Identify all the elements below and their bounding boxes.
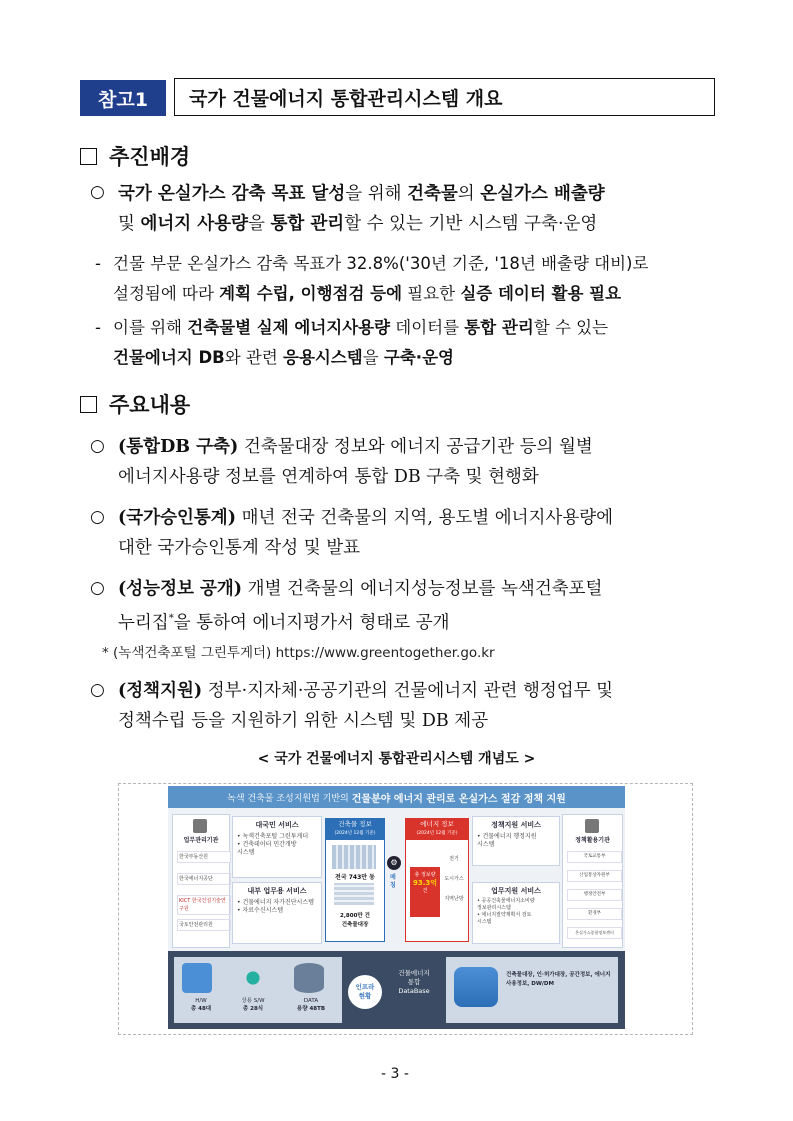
policy-service-title: 정책지원 서비스: [491, 821, 541, 829]
org-molit: 국토교통부: [567, 851, 622, 863]
checkbox-square-icon: [80, 396, 97, 413]
background-dash-2: 이를 위해 건축물별 실제 에너지사용량 데이터를 통합 관리할 수 있는 건물에너지 DB와 관련 응용시스템을 구축·운영: [113, 318, 609, 367]
energy-type-district: 지역난방: [444, 896, 464, 902]
org-me: 환경부: [567, 908, 622, 920]
cloud-database-icon: [454, 967, 498, 1007]
integrated-db-description: 건축물대장, 인·허가대장, 공간정보, 에너지 사용정보, DW/DM: [506, 972, 611, 987]
page-number: - 3 -: [381, 1066, 409, 1082]
infrastructure-band: [168, 951, 625, 1029]
org-kea: 한국에너지공단: [177, 873, 231, 885]
infra-sw: 상용 S/W 총 28식: [241, 998, 265, 1012]
business-service-box: 업무지원 서비스 • 공공건축물에너지소비량 정보관리시스템 • 에너지절약계획서 검토 시스템: [472, 882, 560, 944]
checkbox-square-icon: [80, 148, 97, 165]
diagram-banner: 녹색 건축물 조성지원법 기반의 건물분야 에너지 관리로 온실가스 절감 정책 지원: [168, 786, 625, 808]
left-org-title: 업무관리기관: [183, 837, 219, 844]
circle-bullet-icon: ○: [90, 578, 105, 598]
org-reb: 한국부동산원: [177, 851, 231, 863]
internal-service-box: 내부 업무용 서비스 • 건물에너지 자가진단시스템 • 자료수신시스템: [232, 882, 322, 944]
building-register-count: 2,800만 건: [340, 913, 370, 919]
main-item-policy-support: (정책지원) 정부·지자체·공공기관의 건물에너지 관련 행정업무 및 정책수립 등을 지원하기 위한 시스템 및 DB 제공: [118, 681, 614, 731]
main-item-integrated-db: (통합DB 구축) 건축물대장 정보와 에너지 공급기관 등의 월별 에너지사용량 정보를 연계하여 통합 DB 구축 및 현행화: [118, 437, 593, 487]
left-org-column: [172, 814, 230, 948]
database-icon: [294, 963, 324, 993]
matching-label: 매칭: [390, 874, 396, 889]
background-bullet-1: 국가 온실가스 감축 목표 달성을 위해 건축물의 온실가스 배출량 및 에너지 사용량을 통합 관리할 수 있는 기반 시스템 구축·운영: [118, 184, 605, 234]
system-concept-diagram: [168, 786, 625, 1029]
background-dash-1: 건물 부문 온실가스 감축 목표가 32.8%('30년 기준, '18년 배출량 대비)로 설정됨에 따라 계획 수립, 이행점검 등에 필요한 실증 데이터 활용 필요: [113, 254, 649, 303]
building-info-box: 건축물 정보 (2024년 12월 기준) 전국 743만 동 2,800만 건 건축물대장: [325, 818, 385, 942]
document-title: 국가 건물에너지 통합관리시스템 개요: [174, 78, 715, 116]
circle-bullet-icon: ○: [90, 182, 105, 202]
building-count: 전국 743만 동: [335, 874, 375, 881]
building-stack-icon: [332, 845, 376, 869]
network-icon: [238, 963, 268, 993]
footnote-greentogether: * (녹색건축포털 그린투게더) https://www.greentogether.go.kr: [102, 645, 495, 661]
infra-hw: H/W 총 48대: [190, 998, 212, 1012]
dash-bullet-icon: -: [95, 254, 101, 273]
main-item-national-statistics: (국가승인통계) 매년 전국 건축물의 지역, 용도별 에너지사용량에 대한 국가승인통계 작성 및 발표: [118, 508, 614, 558]
org-mois: 행정안전부: [567, 889, 622, 901]
document-icon: [585, 819, 599, 833]
figure-caption: < 국가 건물에너지 통합관리시스템 개념도 >: [257, 751, 536, 767]
right-org-column: [562, 814, 623, 948]
infra-data: DATA 용량 48TB: [296, 998, 326, 1012]
dash-bullet-icon: -: [95, 318, 101, 337]
link-icon: ⚙: [387, 856, 401, 870]
business-service-title: 업무지원 서비스: [491, 887, 541, 895]
section-heading-main: 주요내용: [80, 389, 190, 419]
org-motie: 산업통상자원부: [567, 870, 622, 882]
public-service-title: 대국민 서비스: [255, 821, 299, 829]
right-org-title: 정책활용기관: [575, 837, 610, 844]
document-icon: [193, 819, 207, 833]
building-register-label: 건축물대장: [341, 922, 369, 928]
server-icon: [182, 963, 212, 993]
internal-service-title: 내부 업무용 서비스: [247, 887, 307, 895]
integrated-db-label: 건물에너지 통합 DataBase: [398, 969, 430, 995]
circle-bullet-icon: ○: [90, 507, 105, 527]
reference-badge: 참고1: [80, 80, 166, 116]
org-gir: 온실가스종합정보센터: [567, 927, 622, 939]
main-item-performance-disclosure: (성능정보 공개) 개별 건축물의 에너지성능정보를 녹색건축포털 누리집*을 통하여 에너지평가서 형태로 공개: [118, 579, 603, 633]
register-stack-icon: [334, 883, 374, 905]
infra-status-label: 인프라 현황: [348, 975, 382, 1009]
circle-bullet-icon: ○: [90, 680, 105, 700]
circle-bullet-icon: ○: [90, 436, 105, 456]
energy-info-box: 에너지 정보 (2024년 12월 기준) 총 정보량 93.3억 건 전기 도시가스 지역난방: [405, 818, 469, 942]
section-heading-background: 추진배경: [80, 141, 190, 171]
org-kalis: 국토안전관리원: [177, 919, 231, 931]
policy-service-box: 정책지원 서비스 • 건물에너지 행정지원 시스템: [472, 816, 560, 866]
energy-type-gas: 도시가스: [444, 876, 464, 882]
public-service-box: 대국민 서비스 • 녹색건축포털 그린투게더 • 건축데이터 민간개방 시스템: [232, 816, 322, 878]
org-kict: KICT 한국건설기술연구원: [177, 895, 231, 915]
energy-type-electric: 전기: [449, 856, 459, 862]
energy-total-block: 총 정보량 93.3억 건: [410, 867, 440, 917]
